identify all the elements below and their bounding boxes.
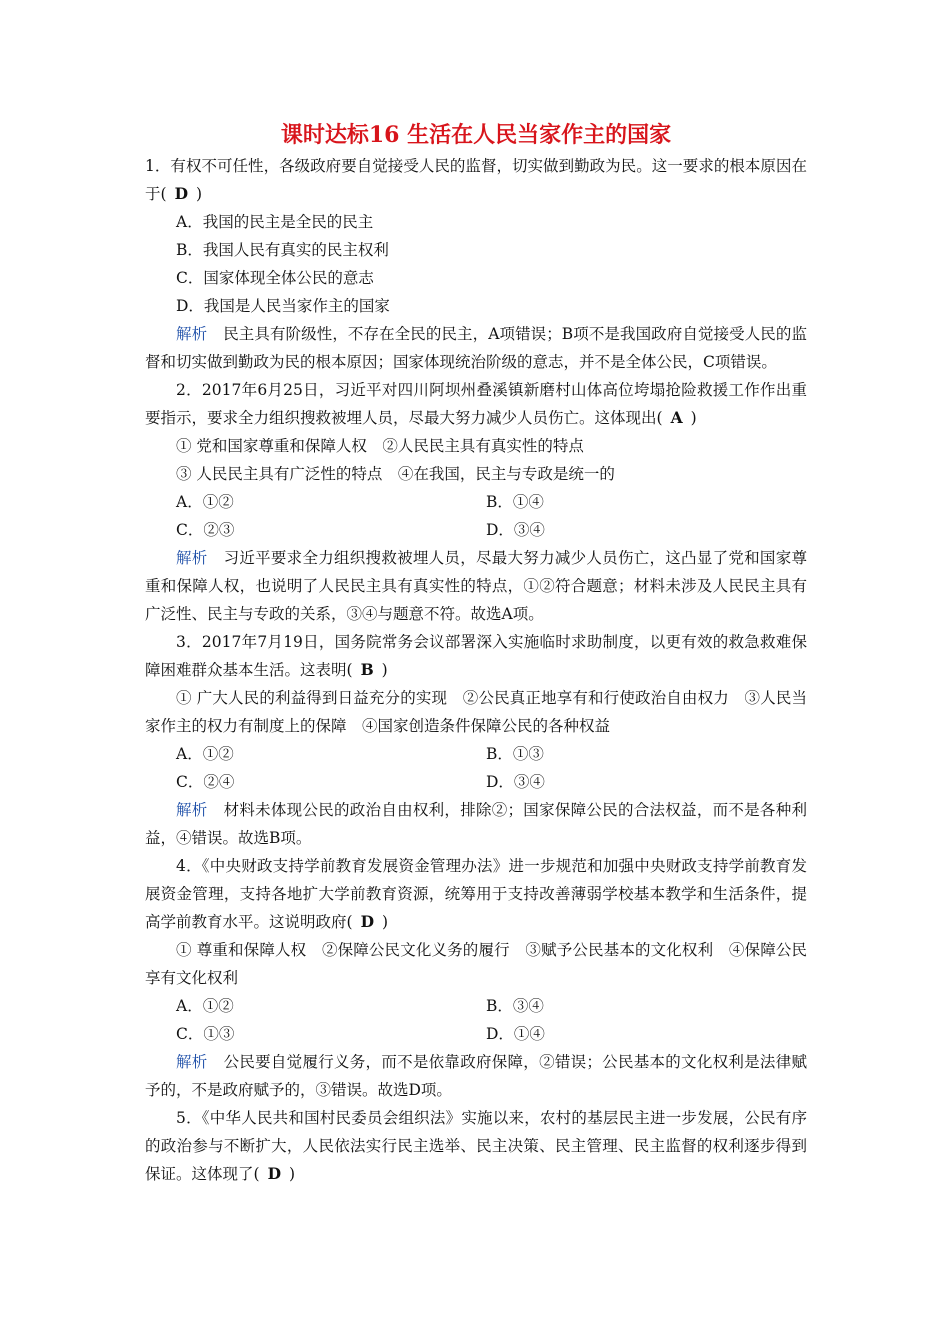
option-b: B．①④ (486, 493, 544, 511)
analysis-label: 解析 (176, 549, 208, 567)
option-c: C．①③ (176, 1025, 235, 1043)
question-3-stem (145, 628, 807, 684)
analysis-label: 解析 (176, 1053, 208, 1071)
answer-letter: D (267, 1164, 282, 1183)
question-stem-text: 2．2017年6月25日，习近平对四川阿坝州叠溪镇新磨村山体高位垮塌抢险救援工作作出重要指示，要求全力组织搜救被埋人员，尽最大努力减少人员伤亡。这体现出( (145, 381, 807, 427)
option-a: A．我国的民主是全民的民主 (176, 213, 374, 231)
option-d: D．①④ (486, 1025, 545, 1043)
question-stem-text: 5．《中华人民共和国村民委员会组织法》实施以来，农村的基层民主进一步发展，公民有序的政治参与不断扩大，人民依法实行民主选举、民主决策、民主管理、民主监督的权利逐步得到保证。这体现了( (145, 1109, 807, 1183)
analysis-text: 习近平要求全力组织搜救被埋人员，尽最大努力减少人员伤亡，这凸显了党和国家尊重和保障人权，也说明了人民民主具有真实性的特点，①②符合题意；材料未涉及人民民主具有广泛性、民主与专政的关系，③④与题意不符。故选A项。 (145, 549, 807, 623)
paren-close: ) (690, 409, 697, 427)
question-4-stem (145, 852, 807, 936)
question-2-analysis (145, 544, 807, 628)
option-a: A．①② (176, 745, 234, 763)
question-2-stem (145, 376, 807, 432)
statement-items: ① 尊重和保障人权 ②保障公民文化义务的履行 ③赋予公民基本的文化权利 ④保障公民享有文化权利 (145, 941, 807, 987)
option-d: D．③④ (486, 773, 545, 791)
option-d: D．③④ (486, 521, 545, 539)
options-row (145, 488, 807, 516)
analysis-label: 解析 (176, 801, 208, 819)
question-4-analysis (145, 1048, 807, 1104)
question-3-analysis (145, 796, 807, 852)
document-page (145, 120, 807, 1188)
option-d: D．我国是人民当家作主的国家 (176, 297, 390, 315)
option-b: B．③④ (486, 997, 544, 1015)
answer-letter: D (174, 184, 189, 203)
options-row (145, 1020, 807, 1048)
option-b: B．我国人民有真实的民主权利 (176, 241, 389, 259)
option-a: A．①② (176, 493, 234, 511)
option-a: A．①② (176, 997, 234, 1015)
options-row (145, 768, 807, 796)
option-b: B．①③ (486, 745, 544, 763)
options-row (145, 740, 807, 768)
analysis-label: 解析 (176, 325, 208, 343)
question-stem-text: 4．《中央财政支持学前教育发展资金管理办法》进一步规范和加强中央财政支持学前教育发展资金管理，支持各地扩大学前教育资源，统筹用于支持改善薄弱学校基本教学和生活条件，提高学前教育水平。这说明政府( (145, 857, 807, 931)
answer-letter: B (360, 660, 374, 679)
option-c: C．②③ (176, 521, 235, 539)
option-c: C．②④ (176, 773, 235, 791)
paren-close: ) (289, 1165, 296, 1183)
question-stem-text: 3．2017年7月19日，国务院常务会议部署深入实施临时求助制度，以更有效的救急救难保障困难群众基本生活。这表明( (145, 633, 807, 679)
options-row (145, 992, 807, 1020)
paren-close: ) (196, 185, 203, 203)
analysis-text: 材料未体现公民的政治自由权利，排除②；国家保障公民的合法权益，而不是各种利益，④错误。故选B项。 (145, 801, 807, 847)
statement-items: ③ 人民民主具有广泛性的特点 ④在我国，民主与专政是统一的 (176, 465, 615, 483)
answer-letter: D (360, 912, 375, 931)
answer-letter: A (670, 408, 683, 427)
question-5-stem (145, 1104, 807, 1188)
analysis-text: 公民要自觉履行义务，而不是依靠政府保障，②错误；公民基本的文化权利是法律赋予的，不是政府赋予的，③错误。故选D项。 (145, 1053, 807, 1099)
question-stem-text: 1．有权不可任性，各级政府要自觉接受人民的监督，切实做到勤政为民。这一要求的根本原因在于( (145, 157, 807, 203)
option-c: C．国家体现全体公民的意志 (176, 269, 374, 287)
statement-items: ① 广大人民的利益得到日益充分的实现 ②公民真正地享有和行使政治自由权力 ③人民当家作主的权力有制度上的保障 ④国家创造条件保障公民的各种权益 (145, 689, 807, 735)
question-1-stem (145, 152, 807, 208)
statement-items: ① 党和国家尊重和保障人权 ②人民民主具有真实性的特点 (176, 437, 584, 455)
analysis-text: 民主具有阶级性，不存在全民的民主，A项错误；B项不是我国政府自觉接受人民的监督和切实做到勤政为民的根本原因；国家体现统治阶级的意志，并不是全体公民，C项错误。 (145, 325, 807, 371)
page-title: 课时达标16 生活在人民当家作主的国家 (280, 122, 672, 148)
paren-close: ) (382, 913, 389, 931)
paren-close: ) (381, 661, 388, 679)
options-row (145, 516, 807, 544)
question-1-analysis (145, 320, 807, 376)
